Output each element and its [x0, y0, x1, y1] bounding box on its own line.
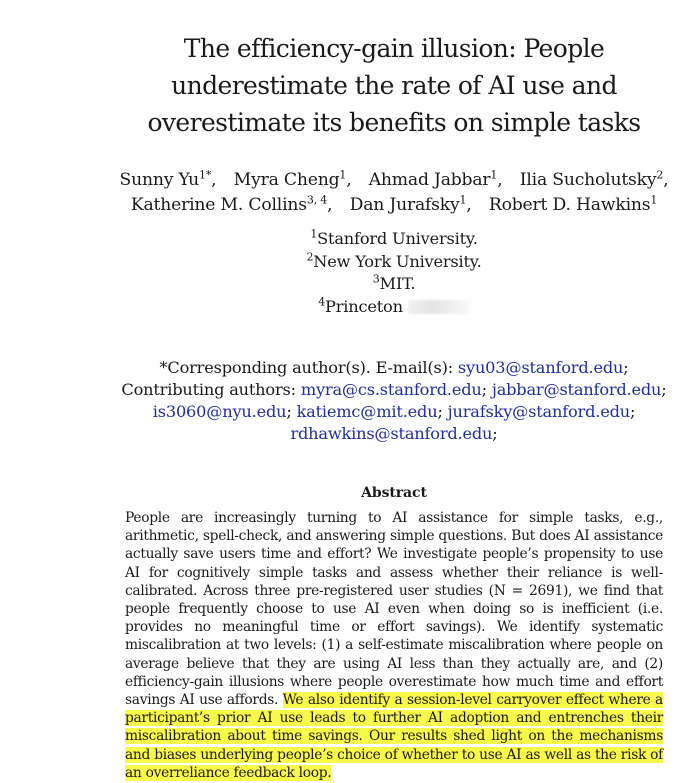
- author: Dan Jurafsky$^1$,: [349, 193, 472, 215]
- truncated-next-line: [125, 775, 663, 783]
- author-name: Katherine M. Collins: [130, 195, 307, 215]
- punctuation: ;: [623, 358, 629, 377]
- email-link[interactable]: jurafsky@stanford.edu: [447, 402, 630, 421]
- affiliation-name: MIT.: [379, 274, 416, 293]
- author-name: Dan Jurafsky: [349, 195, 460, 215]
- paper-title: The efficiency-gain illusion: People underestimate the rate of AI use and overestimate its benefits on simple tasks: [147, 34, 641, 137]
- affiliation-marker: 1: [310, 227, 318, 241]
- affiliation-marker: 2: [306, 250, 314, 264]
- author-name: Sunny Yu: [119, 170, 200, 190]
- email-link[interactable]: jabbar@stanford.edu: [491, 380, 662, 399]
- contributing-line-1: [100, 379, 688, 401]
- author: Sunny $Yu^{1*}$,: [119, 168, 217, 190]
- affiliation: [100, 251, 688, 274]
- author-affiliation-marker: 1: [459, 193, 467, 207]
- affiliation-marker: 4: [318, 295, 326, 309]
- author: Katherine M. Collins$^{3, 4}$,: [130, 193, 333, 215]
- contributing-line-3: [100, 423, 688, 445]
- email-link[interactable]: is3060@nyu.edu: [152, 402, 287, 421]
- author-list: [100, 168, 688, 218]
- author-affiliation-marker: 2: [656, 168, 664, 182]
- affiliation-name: Stanford University.: [317, 229, 478, 248]
- email-link[interactable]: myra@cs.stanford.edu: [300, 380, 482, 399]
- email-link[interactable]: katiemc@mit.edu: [296, 402, 438, 421]
- author-name: Ilia Sucholutsky: [519, 170, 657, 190]
- affiliation-list: [100, 228, 688, 318]
- contributing-line-2: [100, 401, 688, 423]
- abstract-text: People are increasingly turning to AI assistance for simple tasks, e.g., arithmetic, spell-check, and answering simple questions. But does AI assistance actually save users time and effort? We investigate people’s propensity to use AI for cognitively simple tasks and assess whether their reliance is well-calibrated. Across three pre-registered user studies (N = 2691), we find that people frequently choose to use AI even when doing so is inefficient (i.e. provides no meaningful time or effort savings). We identify systematic miscalibration at two levels: (1) a self-estimate miscalibration where people on average believe that they are using AI less than they actually are, and (2) efficiency-gain illusions where people overestimate how much time and effort savings AI use affords.: [125, 510, 663, 709]
- author: Ahmad Jabbar$^1$,: [368, 168, 503, 190]
- contributing-label: Contributing authors:: [121, 380, 296, 399]
- affiliation: [100, 296, 688, 319]
- email-link-corresponding[interactable]: syu03@stanford.edu: [457, 358, 624, 377]
- author-affiliation-marker: 1: [339, 168, 347, 182]
- author-affiliation-marker: 3, 4: [306, 193, 328, 207]
- author: Myra Cheng$^1$,: [233, 168, 352, 190]
- punctuation: ;: [629, 402, 636, 421]
- punctuation: ;: [481, 380, 487, 399]
- highlighted-abstract-text: We also identify a session-level carryover effect where a participant’s prior AI use leads to further AI adoption and entrenches their miscalibration about time savings. Our results shed light on the mechanisms and biases underlying people’s choice of whether to use AI as well as the risk of an overreliance feedback loop.: [125, 692, 663, 781]
- redacted-text-blur: [408, 300, 470, 314]
- punctuation: ;: [661, 380, 667, 399]
- author-name: Robert D. Hawkins: [488, 195, 651, 215]
- punctuation: ;: [286, 402, 292, 421]
- corresponding-label: *Corresponding author(s). E-mail(s):: [159, 358, 453, 377]
- affiliation-marker: 3: [372, 272, 380, 286]
- punctuation: ;: [437, 402, 443, 421]
- author-affiliation-marker: 1: [650, 193, 658, 207]
- author-name: Myra Cheng: [233, 170, 340, 190]
- affiliation: [100, 228, 688, 251]
- author-affiliation-marker: 1: [490, 168, 498, 182]
- author-affiliation-marker: 1*: [199, 168, 212, 182]
- affiliation: [100, 273, 688, 296]
- contact-block: [100, 357, 688, 445]
- corresponding-line: [100, 357, 688, 379]
- affiliation-name: Princeton: [325, 296, 403, 316]
- abstract-heading: Abstract: [361, 485, 427, 501]
- author: Ilia Sucholutsky$^2$,: [519, 168, 669, 190]
- author: [489, 195, 657, 215]
- email-link[interactable]: rdhawkins@stanford.edu: [290, 424, 493, 443]
- author-name: Ahmad Jabbar: [368, 170, 491, 190]
- affiliation-name: New York University.: [313, 251, 482, 271]
- abstract-body: [125, 509, 663, 782]
- punctuation: ;: [492, 424, 498, 443]
